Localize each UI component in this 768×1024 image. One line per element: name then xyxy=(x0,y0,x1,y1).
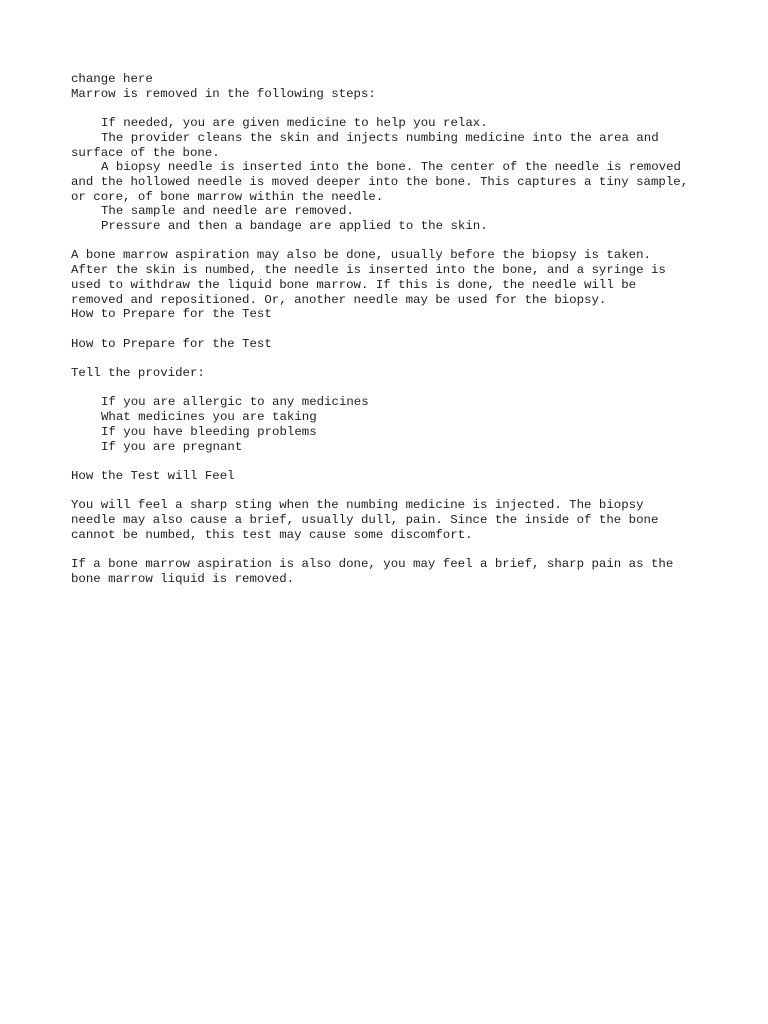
tell-provider-text: Tell the provider: xyxy=(71,366,205,380)
paragraph-line: used to withdraw the liquid bone marrow. If this is done, the needle will be xyxy=(71,277,637,292)
tell-item: If you are pregnant xyxy=(101,439,243,454)
paragraph-line: After the skin is numbed, the needle is inserted into the bone, and a syringe is xyxy=(71,263,666,278)
header-note: change here xyxy=(71,72,153,86)
spacer xyxy=(71,101,711,116)
tell-provider-list xyxy=(71,395,711,454)
step-item xyxy=(71,219,711,234)
step-line: A biopsy needle is inserted into the bone. The center of the needle is removed xyxy=(101,160,681,175)
tell-item: What medicines you are taking xyxy=(101,410,317,425)
prepare-heading-inline: How to Prepare for the Test xyxy=(71,307,272,322)
paragraph-line: If a bone marrow aspiration is also done, you may feel a brief, sharp pain as the xyxy=(71,557,674,572)
steps-list xyxy=(71,116,711,234)
intro-text: Marrow is removed in the following steps: xyxy=(71,86,376,101)
step-item xyxy=(71,160,711,204)
spacer xyxy=(71,454,711,469)
step-item xyxy=(71,116,711,131)
spacer xyxy=(71,322,711,337)
spacer xyxy=(71,234,711,249)
spacer xyxy=(71,351,711,366)
spacer xyxy=(71,542,711,557)
step-line: If needed, you are given medicine to help you relax. xyxy=(101,116,488,131)
paragraph-line: You will feel a sharp sting when the numbing medicine is injected. The biopsy xyxy=(71,498,644,513)
step-line-continuation: and the hollowed needle is moved deeper into the bone. This captures a tiny sample, xyxy=(71,174,689,189)
aspiration-paragraph xyxy=(71,248,711,307)
step-line-continuation: surface of the bone. xyxy=(71,145,220,160)
prepare-heading: How to Prepare for the Test xyxy=(71,336,272,351)
step-line-continuation: or core, of bone marrow within the needle. xyxy=(71,189,384,204)
paragraph-line: bone marrow liquid is removed. xyxy=(71,571,295,586)
feel-heading: How the Test will Feel xyxy=(71,468,235,483)
step-item xyxy=(71,131,711,160)
step-line: Pressure and then a bandage are applied to the skin. xyxy=(101,219,488,234)
feel-paragraph xyxy=(71,498,711,542)
aspiration-pain-paragraph xyxy=(71,557,711,586)
spacer xyxy=(71,381,711,396)
paragraph-line: removed and repositioned. Or, another needle may be used for the biopsy. xyxy=(71,292,607,307)
tell-item: If you have bleeding problems xyxy=(101,424,317,439)
tell-item: If you are allergic to any medicines xyxy=(101,395,369,410)
spacer xyxy=(71,484,711,499)
paragraph-line: needle may also cause a brief, usually dull, pain. Since the inside of the bone xyxy=(71,512,659,527)
paragraph-line: cannot be numbed, this test may cause some discomfort. xyxy=(71,527,473,542)
paragraph-line: A bone marrow aspiration may also be done, usually before the biopsy is taken. xyxy=(71,248,651,263)
document-page xyxy=(71,72,711,586)
step-line: The sample and needle are removed. xyxy=(101,204,354,219)
step-line: The provider cleans the skin and injects numbing medicine into the area and xyxy=(101,130,659,145)
step-item xyxy=(71,204,711,219)
